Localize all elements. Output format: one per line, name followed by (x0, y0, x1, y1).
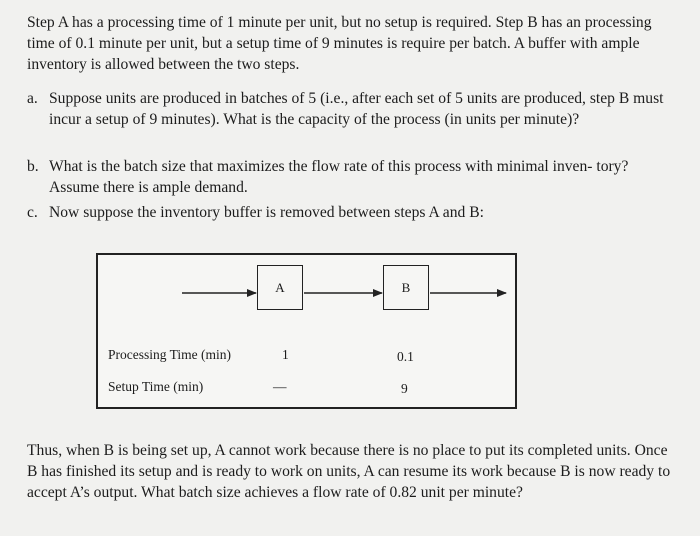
question-c (27, 202, 667, 224)
question-a-marker: a. (27, 90, 38, 107)
step-b-box (383, 265, 429, 310)
question-b-marker: b. (27, 158, 39, 175)
processing-time-label: Processing Time (min) (108, 347, 232, 362)
intro-paragraph: Step A has a processing time of 1 minute per unit, but no setup is required. Step B has an processing time of 0.1 minute per unit, but a setup time of 9 minutes is require per batch. A buffer with ample inventory is allowed between the two steps. (27, 14, 652, 73)
question-a (27, 88, 667, 154)
question-b (27, 156, 667, 200)
step-b-label: B (401, 279, 411, 295)
setup-time-label: Setup Time (min) (108, 379, 204, 394)
processing-time-a: 1 (282, 347, 289, 362)
question-a-text: Suppose units are produced in batches of 5 (i.e., after each set of 5 units are produced, step B must incur a setup of 9 minutes). What is the capacity of the process (in units per minute)? (49, 90, 664, 128)
question-b-text: What is the batch size that maximizes the flow rate of this process with minimal inven- tory? Assume there is ample demand. (49, 158, 629, 196)
setup-time-b: 9 (401, 381, 408, 396)
question-c-text: Now suppose the inventory buffer is removed between steps A and B: (49, 204, 484, 221)
process-diagram (96, 253, 517, 409)
processing-time-b: 0.1 (397, 349, 414, 364)
step-a-box (257, 265, 303, 310)
question-c-marker: c. (27, 204, 38, 221)
setup-time-a: — (273, 379, 288, 394)
closing-paragraph: Thus, when B is being set up, A cannot work because there is no place to put its completed units. Once B has finished its setup and is ready to work on units, A can resume its work because B is now ready to accept A’s output. What batch size achieves a flow rate of 0.82 unit per minute? (27, 442, 671, 501)
step-a-label: A (275, 279, 285, 295)
